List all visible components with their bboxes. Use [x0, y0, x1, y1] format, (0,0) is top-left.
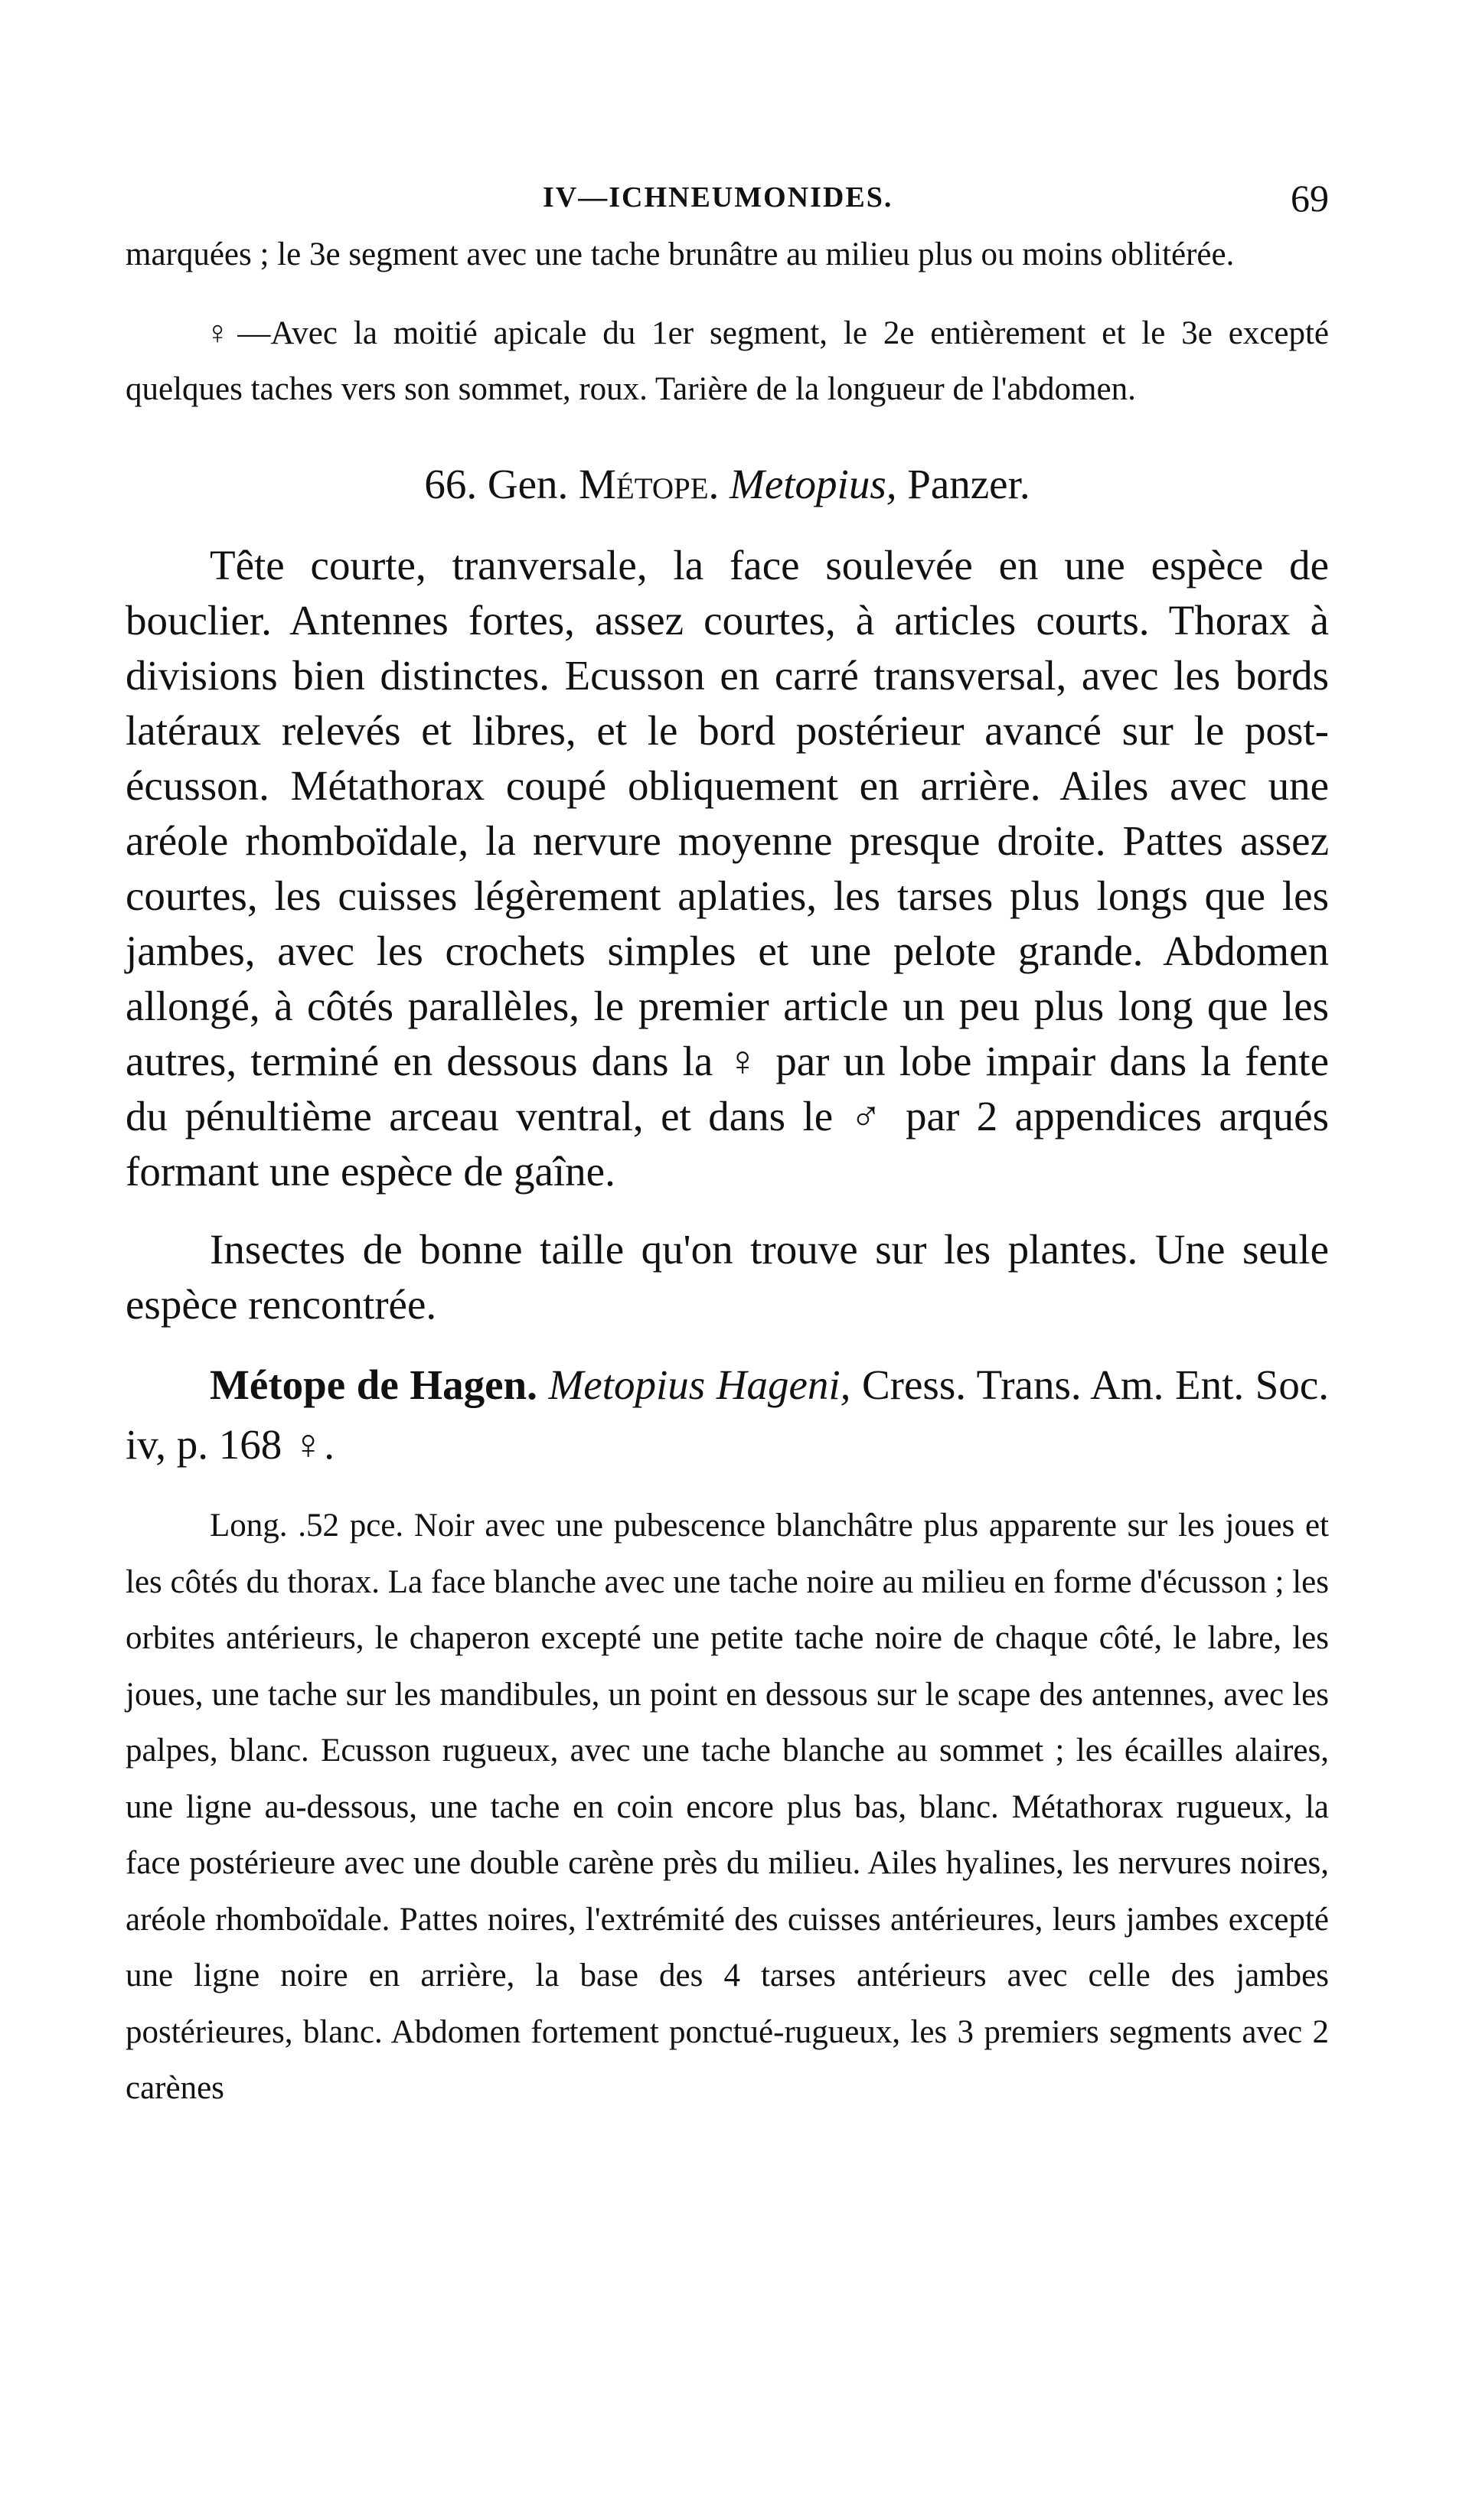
species-description: Long. .52 pce. Noir avec une pubescence blanchâtre plus apparente sur les joues et les côtés du thorax. La face blanche avec une tache noire au milieu en forme d'écusson ; les orbites antérieurs, le chaperon excepté une petite tache noire de chaque côté, le labre, les joues, une tache sur les mandibules, un point en dessous sur le scape des antennes, avec les palpes, blanc. Ecusson rugueux, avec une tache blanche au sommet ; les écailles alaires, une ligne au-dessous, une tache en coin encore plus bas, blanc. Métathorax rugueux, la face postérieure avec une double carène près du milieu. Ailes hyalines, les nervures noires, aréole rhomboïdale. Pattes noires, l'extrémité des cuisses antérieures, leurs jambes excepté une ligne noire en arrière, la base des 4 tarses antérieurs avec celle des jambes postérieures, blanc. Abdomen fortement ponctué-rugueux, les 3 premiers segments avec 2 carènes — [126, 1508, 1329, 2106]
running-title: IV—ICHNEUMONIDES. — [543, 181, 893, 214]
genus-description: Tête courte, tranversale, la face soulevée en une espèce de bouclier. Antennes fortes, assez courtes, à articles courts. Thorax à divisions bien distinctes. Ecusson en carré transversal, avec les bords latéraux relevés et libres, et le bord postérieur avancé sur le post-écusson. Métathorax coupé obliquement en arrière. Ailes avec une aréole rhomboïdale, la nervure moyenne presque droite. Pattes assez courtes, les cuisses légèrement aplaties, les tarses plus longs que les jambes, avec les crochets simples et une pelote grande. Abdomen allongé, à côtés parallèles, le premier article un peu plus long que les autres, terminé en dessous dans la ♀ par un lobe impair dans la fente du pénultième arceau ventral, et dans le ♂ par 2 appendices arqués formant une espèce de gaîne. — [126, 542, 1329, 1195]
paragraph-continuation: marquées ; le 3e segment avec une tache brunâtre au milieu plus ou moins oblitérée. — [126, 236, 1235, 272]
genus-heading — [126, 454, 1329, 515]
species-heading — [126, 1355, 1329, 1475]
species-citation: Cress. Trans. Am. Ent. Soc. iv, p. 168 ♀. — [126, 1361, 1329, 1468]
genus-number: 66. Gen. — [424, 461, 569, 507]
running-head — [126, 177, 1329, 227]
paragraph-female-note: ♀—Avec la moitié apicale du 1er segment, le 2e entièrement et le 3e excepté quelques taches vers son sommet, roux. Tarière de la longueur de l'abdomen. — [126, 315, 1329, 407]
habitat-note: Insectes de bonne taille qu'on trouve sur les plantes. Une seule espèce rencontrée. — [126, 1226, 1329, 1328]
book-page — [126, 177, 1329, 2117]
page-number: 69 — [1291, 177, 1329, 220]
species-french-name: Métope de Hagen. — [210, 1361, 537, 1408]
genus-french-name: Métope. — [579, 461, 720, 507]
genus-latin-name: Metopius, — [730, 461, 897, 507]
genus-author: Panzer. — [907, 461, 1030, 507]
species-latin-name: Metopius Hageni, — [548, 1361, 851, 1408]
